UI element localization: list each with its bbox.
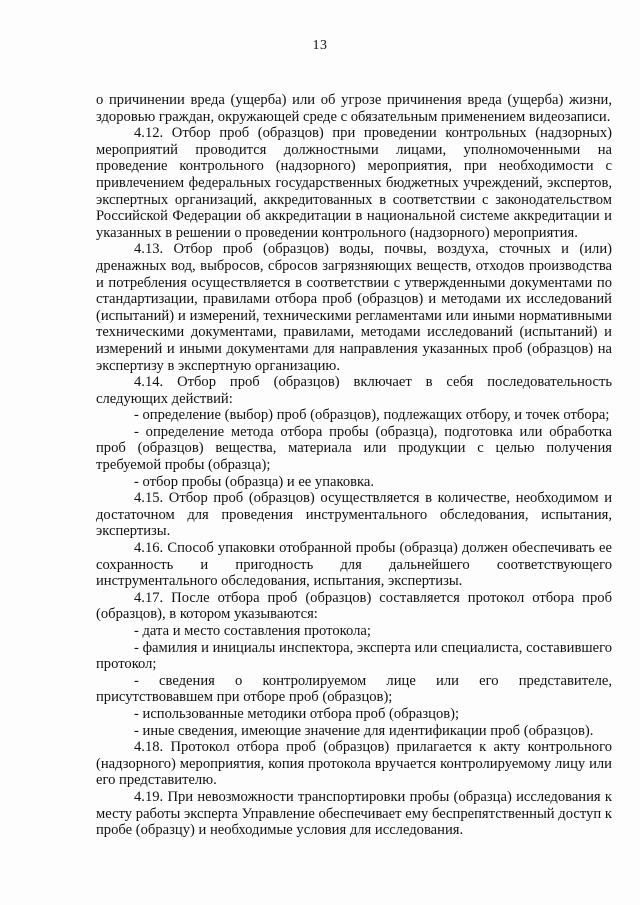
paragraph-continuation: о причинении вреда (ущерба) или об угрозе причинения вреда (ущерба) жизни, здоровью граждан, окружающей среде с обязательным применением видеозаписи. (96, 92, 612, 125)
paragraph-4-12: 4.12. Отбор проб (образцов) при проведении контрольных (надзорных) мероприятий проводится должностными лицами, уполномоченными на проведение контрольного (надзорного) мероприятия, при необходимости с привлечением федеральных государственных бюджетных учреждений, экспертов, экспертных организаций, аккредитованных в соответствии с законодательством Российской Федерации об аккредитации в национальной системе аккредитации и указанных в решении о проведении контрольного (надзорного) мероприятия. (96, 125, 612, 241)
page-number: 13 (312, 38, 328, 53)
paragraph-4-14: 4.14. Отбор проб (образцов) включает в себя последовательность следующих действий: (96, 374, 612, 407)
list-item: - фамилия и инициалы инспектора, эксперта или специалиста, составившего протокол; (96, 639, 612, 673)
paragraph-4-18: 4.18. Протокол отбора проб (образцов) прилагается к акту контрольного (надзорного) мероприятия, копия протокола вручается контролируемому лицу или его представителю. (96, 739, 612, 789)
list-item: - сведения о контролируемом лице или его представителе, присутствовавшем при отборе проб (образцов); (96, 672, 612, 706)
list-item: - определение метода отбора пробы (образца), подготовка или обработка проб (образцов) вещества, материала или продукции с целью получения требуемой пробы (образца); (96, 423, 612, 474)
list-item: - дата и место составления протокола; (134, 623, 371, 639)
list-item: - использованные методики отбора проб (образцов); (134, 705, 460, 722)
list-item: - определение (выбор) проб (образцов), подлежащих отбору, и точек отбора; (134, 407, 610, 424)
paragraph-4-16: 4.16. Способ упаковки отобранной пробы (образца) должен обеспечивать ее сохранность и пригодность для дальнейшего соответствующего инструментального обследования, испытания, экспертизы. (96, 540, 612, 590)
list-item: - отбор пробы (образца) и ее упаковка. (134, 473, 375, 490)
document-body (96, 92, 612, 839)
list-item: - иные сведения, имеющие значение для идентификации проб (образцов). (134, 722, 594, 739)
paragraph-4-17: 4.17. После отбора проб (образцов) составляется протокол отбора проб (образцов), в котором указываются: (96, 589, 612, 623)
paragraph-4-15: 4.15. Отбор проб (образцов) осуществляется в количестве, необходимом и достаточном для проведения инструментального обследования, испытания, экспертизы. (96, 490, 612, 540)
paragraph-4-19: 4.19. При невозможности транспортировки пробы (образца) исследования к месту работы эксперта Управление обеспечивает ему беспрепятственный доступ к пробе (образцу) и необходимые условия для исследования. (96, 788, 612, 839)
paragraph-4-13: 4.13. Отбор проб (образцов) воды, почвы, воздуха, сточных и (или) дренажных вод, выбросов, сбросов загрязняющих веществ, отходов производства и потребления осуществляется в соответствии с утвержденными документами по стандартизации, правилами отбора проб (образцов) и методами их исследований (испытаний) и измерений, техническими регламентами или иными нормативными техническими документами, правилами, методами исследований (испытаний) и измерений и иными документами для направления указанных проб (образцов) на экспертизу в экспертную организацию. (96, 241, 612, 374)
